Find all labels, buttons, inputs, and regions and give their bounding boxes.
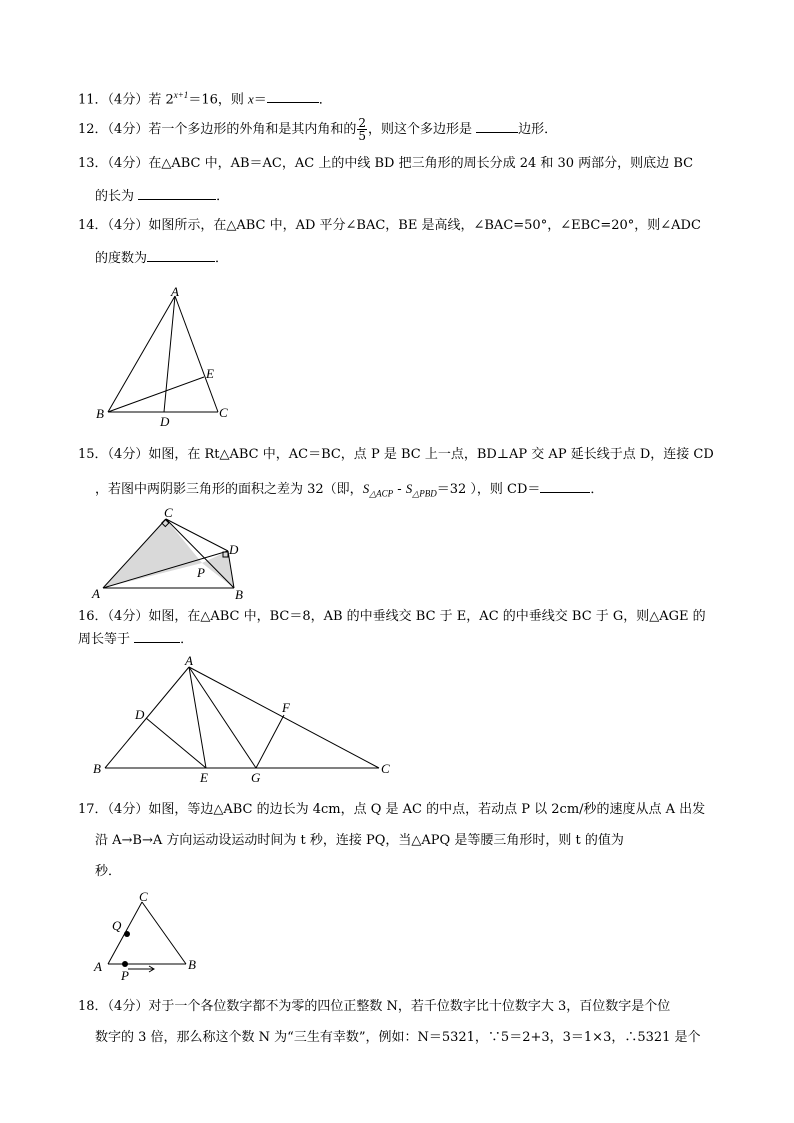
q16-answer-blank[interactable] <box>134 630 180 643</box>
q15-number: 15． <box>78 447 108 462</box>
q16-label-g: G <box>251 770 261 785</box>
q11-end: ． <box>318 92 332 108</box>
q16-label-b: B <box>93 761 101 776</box>
q13-text-line-1: 在△ABC 中，AB＝AC，AC 上的中线 BD 把三角形的周长分成 24 和 30 两部分，则底边 BC <box>148 156 694 171</box>
question-13-line-2 <box>95 187 229 205</box>
q15-text-line-1: 如图，在 Rt△ABC 中，AC＝BC，点 P 是 BC 上一点，BD⊥AP 交 AP 延长线于点 D，连接 CD <box>148 447 714 462</box>
q15-label-b: B <box>235 587 243 602</box>
question-18-line-2 <box>95 1030 701 1046</box>
q12-end: 边形． <box>518 122 558 137</box>
q16-label-a: A <box>185 653 193 668</box>
question-16-line-1 <box>78 609 706 625</box>
q16-line-ae <box>189 667 206 768</box>
q16-number: 16． <box>78 609 108 624</box>
q12-text-b: ，则这个多边形是 <box>367 122 477 137</box>
q16-label-c: C <box>381 761 390 776</box>
question-15-line-1 <box>78 447 714 463</box>
question-14-line-1 <box>78 218 701 234</box>
question-17-line-1 <box>78 802 705 818</box>
q16-perp-bisector-fg <box>256 715 284 768</box>
q18-text-line-2: 数字的 3 倍，那么称这个数 N 为“三生有幸数”，例如：N＝5321，∵5＝2+3，3＝1×3，∴5321 是个 <box>95 1030 701 1045</box>
q11-text-b: ＝16，则 <box>188 92 248 108</box>
q15-triangle-figure <box>90 504 260 604</box>
q11-text-c: ＝ <box>253 92 267 108</box>
q12-number: 12． <box>78 122 108 137</box>
question-17-line-3 <box>95 864 121 880</box>
q14-label-b: B <box>96 406 104 421</box>
q11-var: x <box>248 91 254 107</box>
q11-text-a: 若 2 <box>148 92 174 108</box>
q18-score: （4分） <box>107 999 149 1014</box>
q14-label-e: E <box>206 366 214 381</box>
q16-text-line-2: 周长等于 <box>78 632 135 647</box>
q13-number: 13． <box>78 156 108 171</box>
question-11 <box>78 87 332 108</box>
question-16-line-2 <box>78 630 193 648</box>
q17-label-b: B <box>188 957 196 972</box>
q16-side-ab <box>105 667 189 768</box>
q15-score: （4分） <box>107 447 149 462</box>
question-15-line-2 <box>95 480 603 502</box>
q15-area-s2: S <box>405 481 413 496</box>
q15-minus: - <box>393 482 406 497</box>
q18-number: 18． <box>78 999 108 1014</box>
q15-end: ． <box>590 482 604 497</box>
q14-number: 14． <box>78 218 108 233</box>
q14-altitude-be <box>108 377 204 412</box>
q17-text-line-2: 沿 A→B→A 方向运动设运动时间为 t 秒，连接 PQ，当△APQ 是等腰三角形时，则 t 的值为 <box>95 833 624 848</box>
q13-answer-blank[interactable] <box>138 187 216 200</box>
q14-bisector-ad <box>164 296 175 412</box>
question-13-line-1 <box>78 156 693 172</box>
q12-frac-num: 2 <box>358 116 366 130</box>
q16-label-e: E <box>200 770 208 785</box>
q16-score: （4分） <box>107 609 149 624</box>
q15-area-s1-sub: △ACP <box>369 488 394 499</box>
q15-area-s1: S <box>362 481 370 496</box>
q17-triangle-figure <box>90 888 210 983</box>
question-12 <box>78 117 557 142</box>
q13-end: ． <box>216 189 230 204</box>
q16-label-d: D <box>135 707 145 722</box>
q11-score: （4分） <box>107 92 149 108</box>
q16-side-ac <box>189 667 379 768</box>
q15-answer-blank[interactable] <box>540 480 590 493</box>
q13-score: （4分） <box>107 156 149 171</box>
q17-score: （4分） <box>107 802 149 817</box>
q15-area-s2-sub: △PBD <box>412 488 437 499</box>
q16-triangle-figure <box>88 652 408 787</box>
q11-answer-blank[interactable] <box>267 90 319 103</box>
q15-label-a: A <box>92 586 100 601</box>
q17-label-p: P <box>121 968 129 983</box>
q12-score: （4分） <box>107 122 149 137</box>
q14-end: ． <box>215 251 229 266</box>
q16-text-line-1: 如图，在△ABC 中，BC＝8，AB 的中垂线交 BC 于 E，AC 的中垂线交 BC 于 G，则△AGE 的 <box>148 609 706 624</box>
q14-label-a: A <box>171 284 179 299</box>
q17-number: 17． <box>78 802 108 817</box>
q12-frac-den: 5 <box>358 129 366 143</box>
q15-label-p: P <box>197 565 205 580</box>
q18-text-line-1: 对于一个各位数字都不为零的四位正整数 N，若千位数字比十位数字大 3，百位数字是个位 <box>148 999 671 1014</box>
q14-score: （4分） <box>107 218 149 233</box>
q15-text-line-2a: ，若图中两阴影三角形的面积之差为 32（即， <box>95 482 363 497</box>
q17-label-c: C <box>139 889 148 904</box>
q14-side-ab <box>108 296 175 412</box>
q17-text-line-1: 如图，等边△ABC 的边长为 4cm，点 Q 是 AC 的中点，若动点 P 以 2cm/秒的速度从点 A 出发 <box>148 802 706 817</box>
q14-label-d: D <box>160 414 170 429</box>
q12-fraction <box>357 117 367 142</box>
q11-number: 11． <box>78 92 108 108</box>
question-17-line-2 <box>95 833 624 849</box>
question-18-line-1 <box>78 999 670 1015</box>
q15-label-d: D <box>229 542 239 557</box>
q16-line-ag <box>189 667 256 768</box>
q17-label-q: Q <box>112 918 122 933</box>
question-14-line-2 <box>95 249 228 267</box>
q17-text-line-3: 秒． <box>95 864 122 879</box>
q16-label-f: F <box>282 700 290 715</box>
q14-triangle-figure <box>90 282 240 432</box>
q14-text-line-1: 如图所示，在△ABC 中，AD 平分∠BAC，BE 是高线，∠BAC=50°，∠EBC=20°，则∠ADC <box>148 218 701 233</box>
q17-point-p <box>122 961 128 967</box>
q17-label-a: A <box>94 959 102 974</box>
q16-end: ． <box>180 632 194 647</box>
q17-point-q <box>124 931 130 937</box>
q14-label-c: C <box>219 405 228 420</box>
q14-answer-blank[interactable] <box>147 249 215 262</box>
q17-side-cb <box>142 902 186 964</box>
q12-answer-blank[interactable] <box>476 120 518 133</box>
q16-perp-bisector-de <box>146 718 206 768</box>
q14-text-line-2: 的度数为 <box>95 251 148 266</box>
q11-exponent: x+1 <box>173 90 189 100</box>
q13-text-line-2: 的长为 <box>95 189 139 204</box>
q12-text-a: 若一个多边形的外角和是其内角和的 <box>148 122 357 137</box>
q15-shaded-acp <box>103 519 202 588</box>
q15-label-c: C <box>164 505 173 520</box>
q15-text-line-2b: ＝32 ），则 CD＝ <box>436 482 541 497</box>
q14-side-ac <box>175 296 218 412</box>
